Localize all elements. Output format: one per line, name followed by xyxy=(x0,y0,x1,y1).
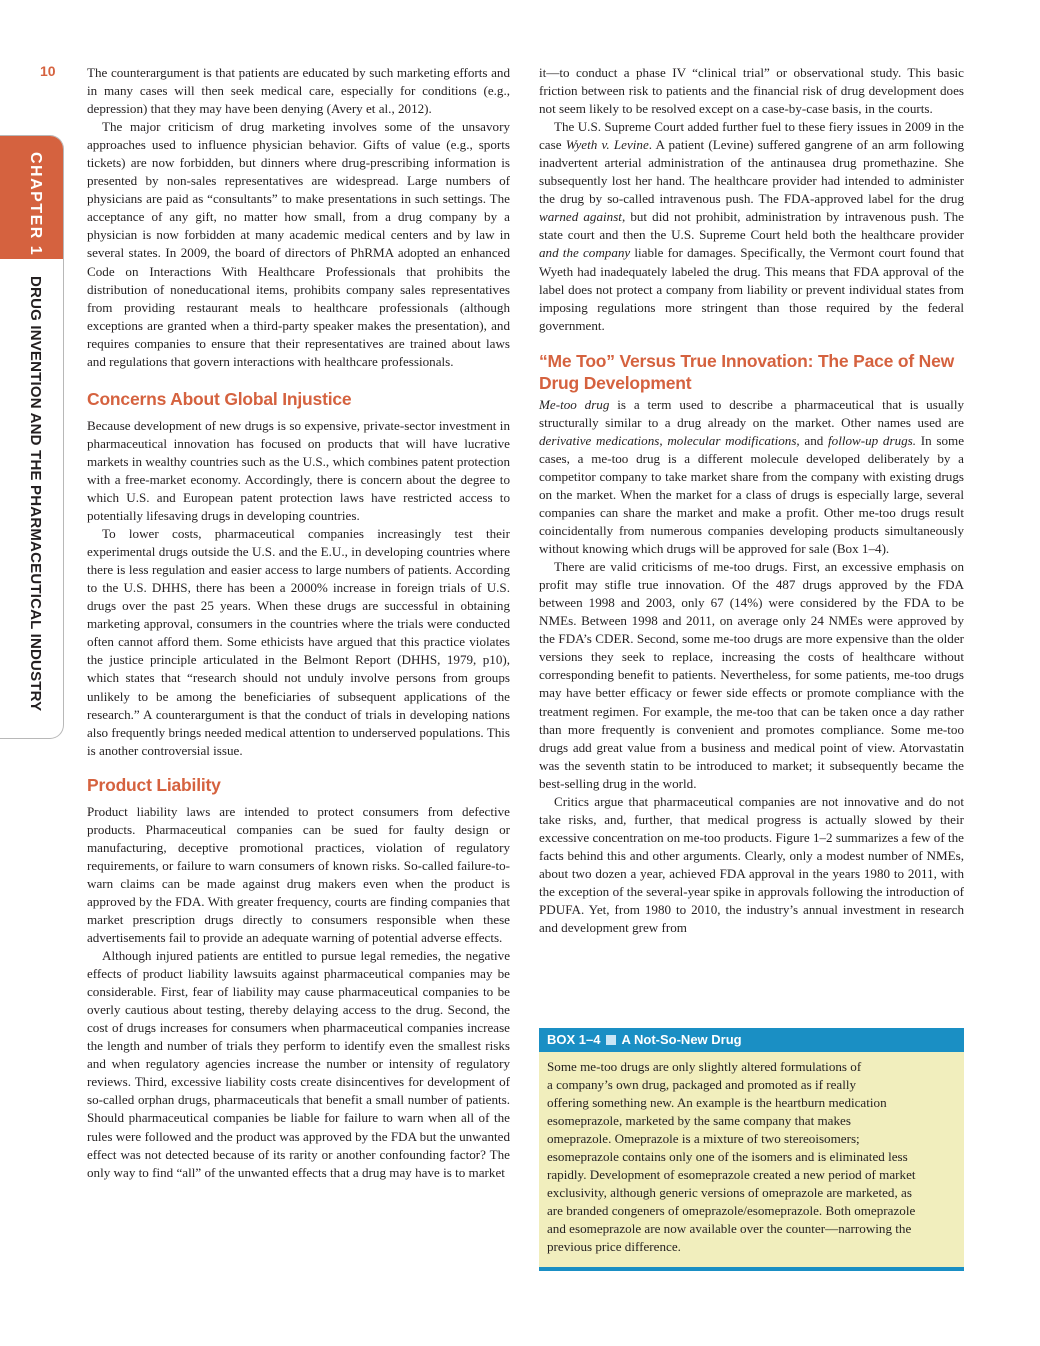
box-line: offering something new. An example is the heartburn medication xyxy=(547,1095,887,1111)
chapter-side-tab xyxy=(0,135,64,739)
box-title: A Not-So-New Drug xyxy=(621,1032,742,1047)
box-line: and esomeprazole are now available over the counter—narrowing the xyxy=(547,1221,912,1237)
box-line: are branded congeners of omeprazole/esomeprazole. Both omeprazole xyxy=(547,1203,916,1219)
box-line: rapidly. Development of esomeprazole created a new period of market xyxy=(547,1167,916,1183)
text-run: is a term used to describe a pharmaceutical that is usually structurally similar to a drug already on the market. Other names used are xyxy=(539,396,965,430)
paragraph: Product liability laws are intended to protect consumers from defective products. Pharmaceutical companies can be sued for faulty design or manufacturing, deceptive promotional practices, violation of regulatory requirements, or failure to warn consumers of known risks. So-called failure-to-warn claims can be made against drug makers even when the product is approved by the FDA. With greater frequency, courts are finding companies that market prescription drugs directly to consumers responsible when these advertisements fail to provide an adequate warning of potential adverse effects. xyxy=(87,803,510,946)
text-run: liable for damages. Specifically, the Vermont court found that Wyeth had inadequately labeled the drug. This means that FDA approval of the label does not protect a company from liability or prevent individual states from imposing regulations more stringent than those required by the federal government. xyxy=(539,245,965,333)
emphasis: and the company xyxy=(539,245,631,261)
square-bullet-icon xyxy=(606,1035,616,1045)
section-heading-me-too: “Me Too” Versus True Innovation: The Pace of New Drug Development xyxy=(539,350,955,393)
box-header xyxy=(539,1028,964,1052)
box-line: exclusivity, although generic versions of omeprazole are marketed, as xyxy=(547,1185,912,1201)
paragraph: Critics argue that pharmaceutical companies are not innovative and do not take risks, and, further, that medical progress is actually slowed by their excessive concentration on me-too products. Figure 1–2 summarizes a few of the facts behind this and other arguments. Clearly, only a modest number of NMEs, about two dozen a year, achieved FDA approval in the years 1980 to 2011, with the exception of the several-year spike in approvals following the introduction of PDUFA. Yet, from 1980 to 2010, the industry’s annual investment in research and development grew from xyxy=(539,793,964,936)
text-run: and xyxy=(799,432,829,448)
text-run: . A patient (Levine) suffered gangrene of an arm following inadvertent arterial administration of the antinausea drug promethazine. She subsequently lost her hand. The healthcare provider had intended to administer the drug by so-called intravenous push. The FDA-approved label for the drug xyxy=(539,137,964,207)
box-line: esomeprazole, marketed by the same company that makes xyxy=(547,1113,851,1129)
section-heading-product-liability: Product Liability xyxy=(87,774,221,795)
box-1-4 xyxy=(539,1028,964,1271)
section-heading-global-injustice: Concerns About Global Injustice xyxy=(87,388,352,409)
box-line: a company’s own drug, packaged and promoted as if really xyxy=(547,1077,857,1093)
page-number: 10 xyxy=(40,63,56,79)
paragraph: it—to conduct a phase IV “clinical trial” or observational study. This basic friction between risk to patients and the financial risk of drug development does not seem likely to be resolved except on a case-by-case basis, in the courts. xyxy=(539,65,964,117)
term: Me-too drug xyxy=(539,396,610,412)
text-run: In some cases, a me-too drug is a different molecule developed deliberately by a competitor company to take market share from the company with existing drugs on the market. When the market for a class of drugs is especially large, several companies can share the market and make a profit. Other me-too drugs result coincidentally from numerous companies developing products simultaneously without knowing which drugs will be approved for sale (Box 1–4). xyxy=(539,432,964,557)
paragraph xyxy=(539,118,964,335)
paragraph: There are valid criticisms of me-too drugs. First, an excessive emphasis on profit may stifle true innovation. Of the 487 drugs approved by the FDA between 1998 and 2003, only 67 (14%) were considered by the FDA to be NMEs. Between 1998 and 2011, on average only 24 NMEs were approved by the FDA’s CDER. Second, some me-too drugs are more expensive than the older versions they seek to replace, increasing the costs of healthcare without corresponding benefit to patients. Nevertheless, for some patients, me-too drugs may have better efficacy or fewer side effects or promote compliance with the treatment regimen. For example, the me-too that can be taken once a day rather than more frequently is convenient and promotes compliance. Some me-too drugs add great value from a business and medical point of view. Atorvastatin was the seventh statin to be introduced to market; it subsequently became the best-selling drug in the world. xyxy=(539,559,964,791)
box-line: Some me-too drugs are only slightly altered formulations of xyxy=(547,1059,862,1074)
term: follow-up drugs. xyxy=(828,432,917,448)
case-name: Wyeth v. Levine xyxy=(565,137,649,153)
paragraph: The major criticism of drug marketing involves some of the unsavory approaches used to influence physician behavior. Gifts of value (e.g., sports tickets) are now forbidden, but dinners where drug-prescribing information is presented by non-sales representatives are widespread. Large numbers of physicians are paid as “consultants” to make presentations in such settings. The acceptance of any gift, no matter how small, from a drug company by a physician is now forbidden at many academic medical centers and by law in several states. In 2009, the board of directors of PhRMA adopted an enhanced Code on Interactions With Healthcare Professionals that prohibits the distribution of noneducational items, prohibits company sales representatives from providing restaurant meals to healthcare professionals (although exceptions are granted when a third-party speaker makes the presentation), and requires companies to ensure that their representatives are trained about laws and regulations that govern interactions with healthcare professionals. xyxy=(87,119,510,369)
right-column xyxy=(539,64,964,937)
text-run: , but did not prohibit, administration by intravenous push. The state court and then the U.S. Supreme Court held both the healthcare provider xyxy=(539,209,964,243)
paragraph: Because development of new drugs is so expensive, private-sector investment in pharmaceutical innovation has focused on products that will have lucrative markets in wealthy countries such as the U.S., which combines patent protection with a free-market economy. Accordingly, there is concern about the degree to which U.S. and European patent protection laws have restricted access to potentially lifesaving drugs in developing countries. xyxy=(87,417,510,524)
chapter-tab-label-block xyxy=(0,136,63,259)
paragraph: Although injured patients are entitled to pursue legal remedies, the negative effects of product liability lawsuits against pharmaceutical companies may be considerable. First, fear of liability may cause pharmaceutical companies to be overly cautious about testing, thereby delaying access to the drug. Second, the cost of drugs increases for consumers when pharmaceutical companies increase the length and number of trials they perform to identify even the smallest risks and when regulatory agencies increase the number or intensity of regulatory reviews. Third, excessive liability costs create disincentives for development of so-called orphan drugs, pharmaceuticals that benefit a small number of patients. Should pharmaceutical companies be liable for failure to warn when all of the rules were followed and the product was approved by the FDA but the unwanted effect was not detected because of its rarity or another confounding factor? The only way to find “all” of the unwanted effects that a drug may have is to market xyxy=(87,948,510,1180)
paragraph: The counterargument is that patients are educated by such marketing efforts and in many cases will then seek medical care, especially for conditions (e.g., depression) that they may have been denying (Avery et al., 2012). xyxy=(87,65,510,117)
box-label: BOX 1–4 xyxy=(547,1032,601,1047)
box-line: esomeprazole contains only one of the isomers and is eliminated less xyxy=(547,1149,908,1165)
chapter-title-label: DRUG INVENTION AND THE PHARMACEUTICAL INDUSTRY xyxy=(27,276,44,712)
box-body xyxy=(539,1052,964,1257)
box-line: previous price difference. xyxy=(547,1239,681,1255)
term: derivative medications, molecular modifications, xyxy=(539,432,800,448)
paragraph: To lower costs, pharmaceutical companies increasingly test their experimental drugs outside the U.S. and the E.U., in developing countries where there is less regulation and easier access to large numbers of patients. According to the U.S. DHHS, there has been a 2000% increase in foreign trials of U.S. drugs over the past 25 years. When these drugs are successful in obtaining marketing approval, consumers in the countries where the trials were conducted often cannot afford them. Some ethicists have argued that this practice violates the justice principle articulated in the Belmont Report (DHHS, 1979, p10), which states that “research should not unduly involve persons from groups unlikely to be among the beneficiaries of subsequent applications of the research.” A counterargument is that the conduct of trials in developing nations also frequently brings needed medical attention to underserved populations. This is another controversial issue. xyxy=(87,526,511,758)
text-run: The U.S. Supreme Court added further fuel to these fiery issues in 2009 in the case xyxy=(539,119,964,153)
box-line: omeprazole. Omeprazole is a mixture of two stereoisomers; xyxy=(547,1131,860,1147)
paragraph xyxy=(539,396,964,558)
left-column xyxy=(87,64,510,1182)
emphasis: warned against xyxy=(539,209,622,225)
chapter-number-label: CHAPTER 1 xyxy=(27,152,44,257)
